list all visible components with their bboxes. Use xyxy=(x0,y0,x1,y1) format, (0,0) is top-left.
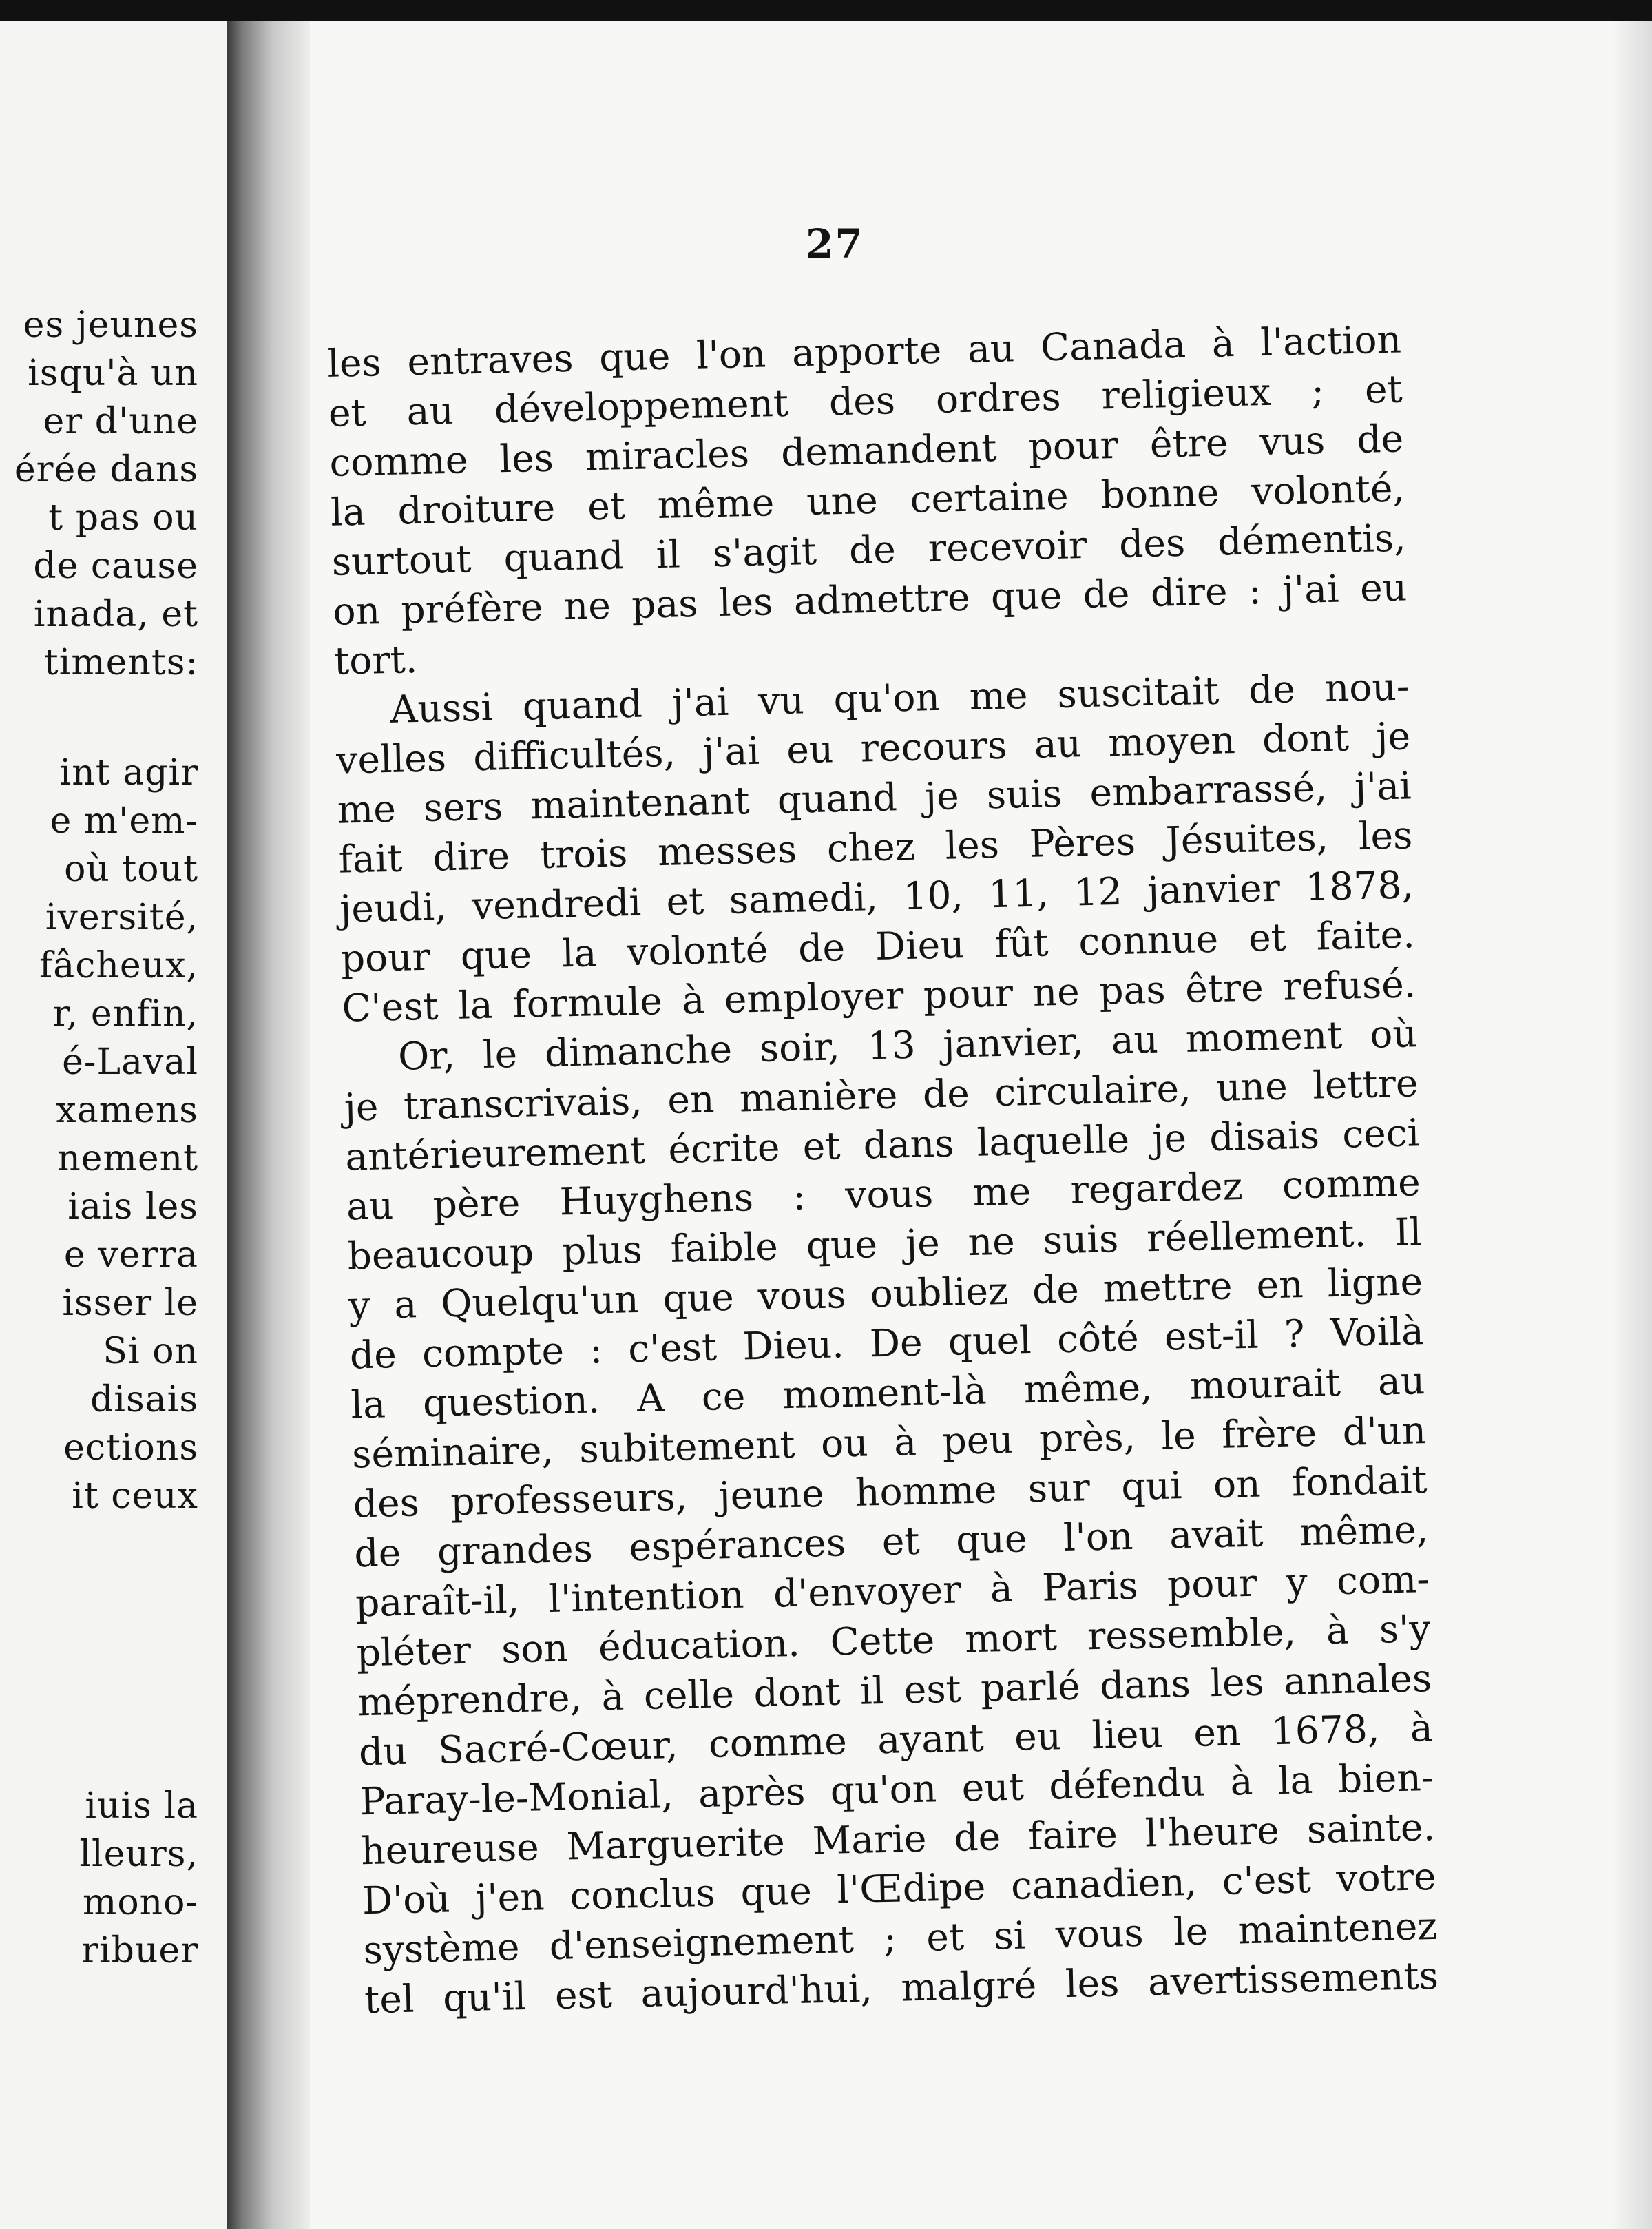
left-page-line: it ceux xyxy=(72,1475,198,1517)
left-page-line: érée dans xyxy=(14,449,198,490)
left-page-line: de cause xyxy=(33,546,198,587)
left-page-line: es jeunes xyxy=(23,304,198,346)
text-line: méprendre, à celle dont il est parlé dans les annales xyxy=(357,1655,1432,1725)
left-page-line: e m'em- xyxy=(50,800,198,842)
left-page xyxy=(0,21,227,2229)
body-text xyxy=(320,21,1652,2228)
text-line: Paray-le-Monial, après qu'on eut défendu à la bien- xyxy=(359,1754,1434,1824)
left-page-line: fâcheux, xyxy=(39,945,198,986)
text-line: au père Huyghens : vous me regardez comme xyxy=(346,1160,1421,1229)
left-page-line: int agir xyxy=(59,752,198,794)
left-page-line: isser le xyxy=(62,1283,198,1324)
text-line: séminaire, subitement ou à peu près, le frère d'un xyxy=(351,1408,1427,1477)
text-line: la droiture et même une certaine bonne volonté, xyxy=(330,466,1405,535)
left-page-line: e verra xyxy=(63,1234,198,1276)
text-line: pléter son éducation. Cette mort ressemble, à s'y xyxy=(356,1606,1432,1675)
left-page-line: ribuer xyxy=(81,1930,198,1971)
left-page-line: lleurs, xyxy=(79,1834,198,1875)
text-line: les entraves que l'on apporte au Canada à l'action xyxy=(326,317,1402,386)
top-dark-strip xyxy=(0,0,1652,21)
text-line: beaucoup plus faible que je ne suis réellement. Il xyxy=(346,1210,1423,1278)
text-line: y a Quelqu'un que vous oubliez de mettre en ligne xyxy=(348,1259,1423,1328)
left-page-line: ections xyxy=(63,1427,198,1469)
text-line: comme les miracles demandent pour être vus de xyxy=(328,416,1404,485)
text-line: fait dire trois messes chez les Pères Jésuites, les xyxy=(337,813,1413,882)
text-line: jeudi, vendredi et samedi, 10, 11, 12 janvier 1878, xyxy=(339,862,1414,931)
text-line: tel qu'il est aujourd'hui, malgré les avertissements xyxy=(364,1953,1439,2022)
book-gutter xyxy=(227,21,310,2229)
text-line: paraît-il, l'intention d'envoyer à Paris pour y com- xyxy=(355,1557,1430,1626)
left-page-line: iuis la xyxy=(85,1785,198,1827)
text-line: on préfère ne pas les admettre que de dire : j'ai eu xyxy=(332,565,1408,634)
left-page-line: mono- xyxy=(83,1882,198,1923)
text-line: du Sacré-Cœur, comme ayant eu lieu en 1678, à xyxy=(358,1705,1434,1774)
text-line: la question. A ce moment-là même, mourait au xyxy=(350,1358,1425,1427)
text-line: D'où j'en conclus que l'Œdipe canadien, c'est votre xyxy=(362,1854,1437,1923)
right-page xyxy=(310,21,1652,2229)
left-page-line: xamens xyxy=(56,1090,198,1131)
text-line: de compte : c'est Dieu. De quel côté est-il ? Voilà xyxy=(349,1309,1425,1378)
left-page-line: é-Laval xyxy=(62,1041,198,1083)
text-line: pour que la volonté de Dieu fût connue et faite. xyxy=(340,912,1416,981)
left-page-line: Si on xyxy=(103,1331,198,1372)
left-page-line: iversité, xyxy=(45,897,198,938)
text-line: des professeurs, jeune homme sur qui on fondait xyxy=(353,1458,1428,1526)
text-line: tort. xyxy=(333,637,418,683)
text-line: me sers maintenant quand je suis embarrassé, j'ai xyxy=(337,763,1412,832)
left-page-line: où tout xyxy=(64,849,198,890)
left-page-line: er d'une xyxy=(43,401,198,442)
text-line: heureuse Marguerite Marie de faire l'heure sainte. xyxy=(360,1804,1436,1874)
text-line: je transcrivais, en manière de circulaire, une lettre xyxy=(344,1061,1419,1130)
left-page-line: timents: xyxy=(43,642,198,683)
left-page-line: isqu'à un xyxy=(28,353,198,394)
left-page-line: nement xyxy=(57,1138,198,1179)
text-line: Or, le dimanche soir, 13 janvier, au moment où xyxy=(397,1011,1418,1079)
left-page-line: iais les xyxy=(67,1186,198,1227)
text-line: surtout quand il s'agit de recevoir des démentis, xyxy=(331,515,1407,584)
text-line: système d'enseignement ; et si vous le maintenez xyxy=(362,1903,1438,1973)
left-page-line: t pas ou xyxy=(48,497,198,539)
text-line: Aussi quand j'ai vu qu'on me suscitait de nou- xyxy=(389,664,1410,732)
text-line: de grandes espérances et que l'on avait même, xyxy=(353,1507,1429,1576)
text-line: C'est la formule à employer pour ne pas être refusé. xyxy=(341,962,1416,1030)
text-line: velles difficultés, j'ai eu recours au moyen dont je xyxy=(335,714,1411,782)
text-line: et au développement des ordres religieux ; et xyxy=(328,366,1403,435)
left-page-line: disais xyxy=(90,1379,198,1420)
left-page-line: r, enfin, xyxy=(52,993,198,1035)
text-line: antérieurement écrite et dans laquelle je disais ceci xyxy=(344,1110,1420,1179)
page-number: 27 xyxy=(806,220,864,267)
left-page-line: inada, et xyxy=(33,594,198,635)
